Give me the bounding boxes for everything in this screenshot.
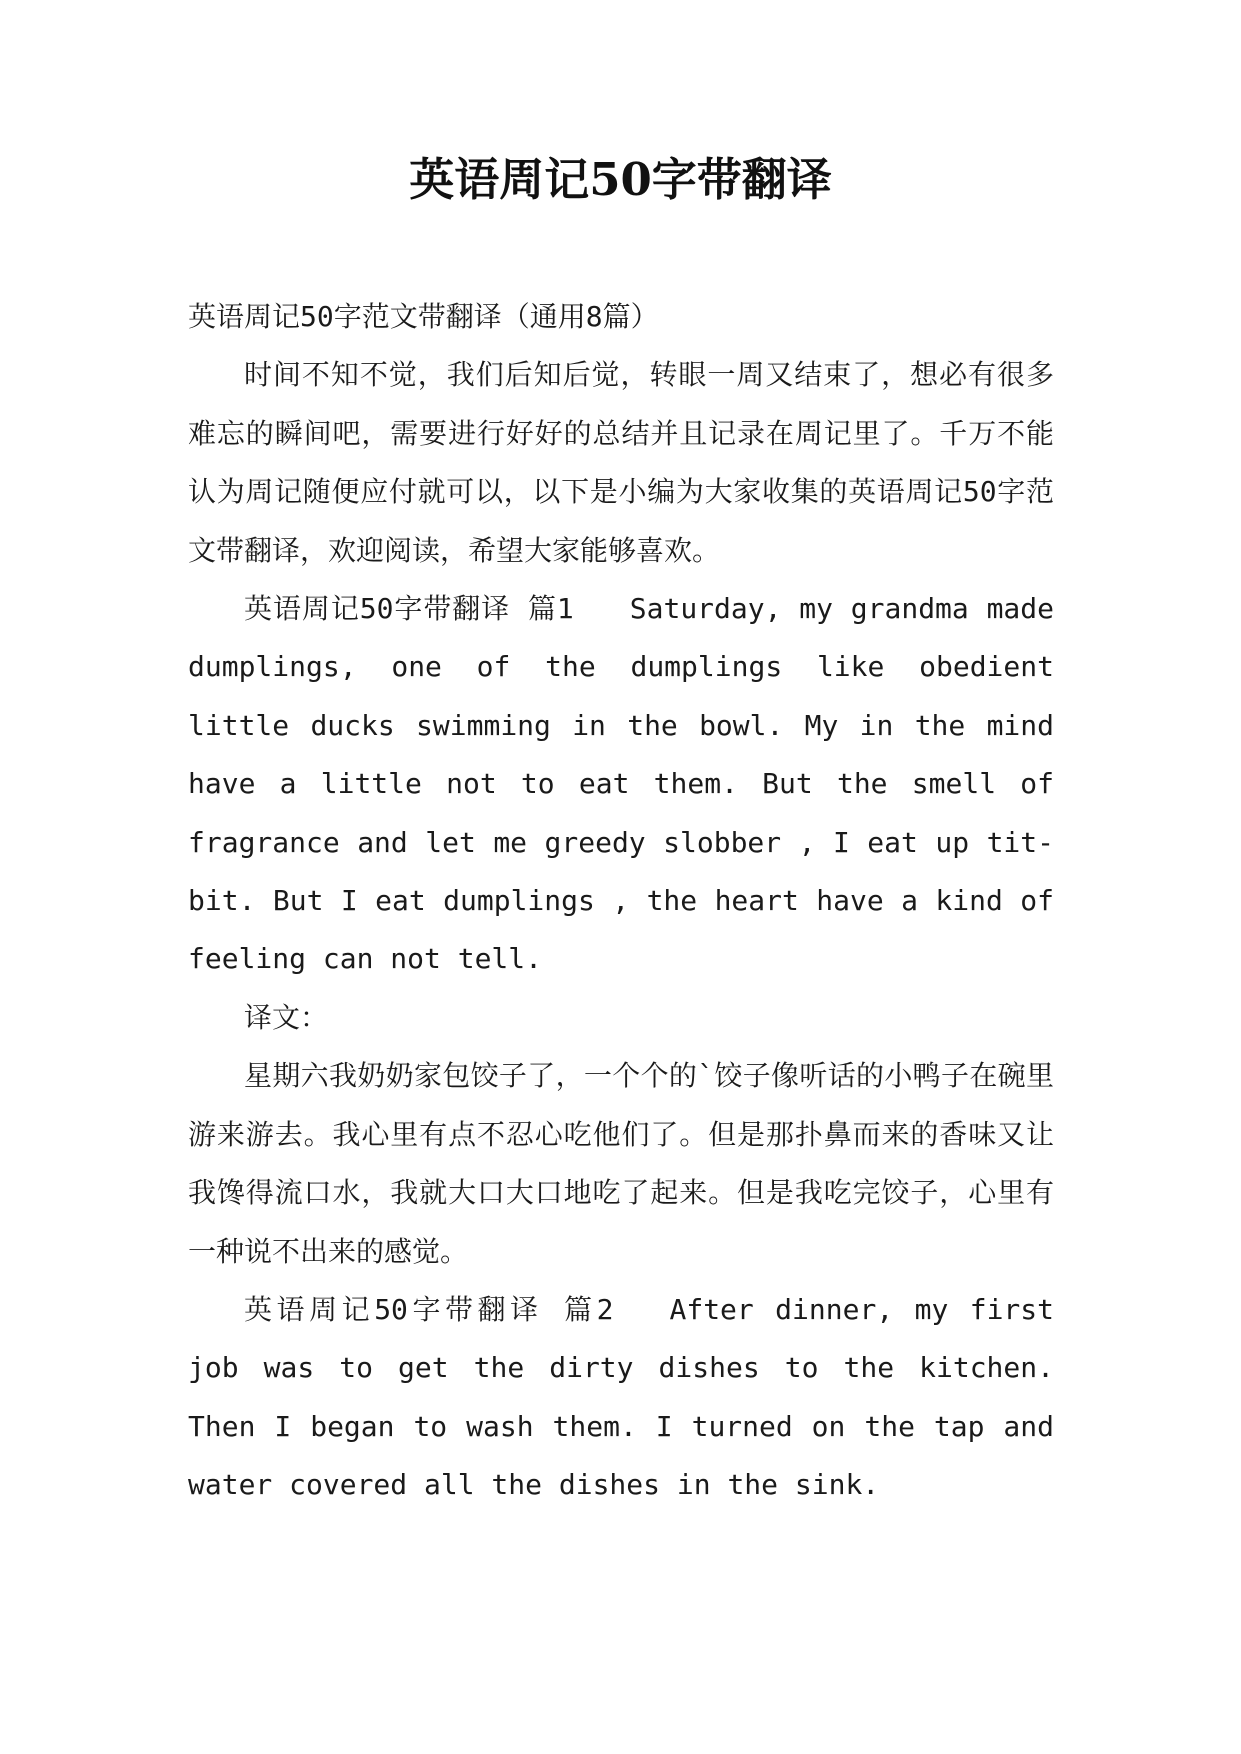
section-1-english: Saturday, my grandma made dumplings, one of the dumplings like obedient little ducks swimming in the bowl. My in the mind have a little not to eat them. But the smell of fragrance and let me greedy slobber , I eat up tit-bit. But I eat dumplings , the heart have a kind of feeling can not tell. (188, 592, 1054, 976)
section-1-paragraph (188, 580, 1054, 989)
section-1-heading: 英语周记50字带翻译 篇1 (244, 592, 574, 626)
section-2-english: After dinner, my first job was to get the dirty dishes to the kitchen. Then I began to wash them. I turned on the tap and water covered all the dishes in the sink. (188, 1292, 1054, 1502)
section-1-translation: 星期六我奶奶家包饺子了，一个个的`饺子像听话的小鸭子在碗里游来游去。我心里有点不忍心吃他们了。但是那扑鼻而来的香味又让我馋得流口水，我就大口大口地吃了起来。但是我吃完饺子，心里有一种说不出来的感觉。 (188, 1059, 1054, 1268)
document-title: 英语周记50字带翻译 (409, 153, 832, 206)
section-1-translation-label: 译文： (244, 1000, 329, 1034)
document-body (188, 288, 1054, 1515)
intro-paragraph: 时间不知不觉，我们后知后觉，转眼一周又结束了，想必有很多难忘的瞬间吧，需要进行好好的总结并且记录在周记里了。千万不能认为周记随便应付就可以，以下是小编为大家收集的英语周记50字范文带翻译，欢迎阅读，希望大家能够喜欢。 (188, 358, 1054, 567)
section-2-heading: 英语周记50字带翻译 篇2 (244, 1292, 614, 1326)
document-subtitle: 英语周记50字范文带翻译（通用8篇） (188, 300, 659, 333)
section-2-paragraph (188, 1281, 1054, 1515)
